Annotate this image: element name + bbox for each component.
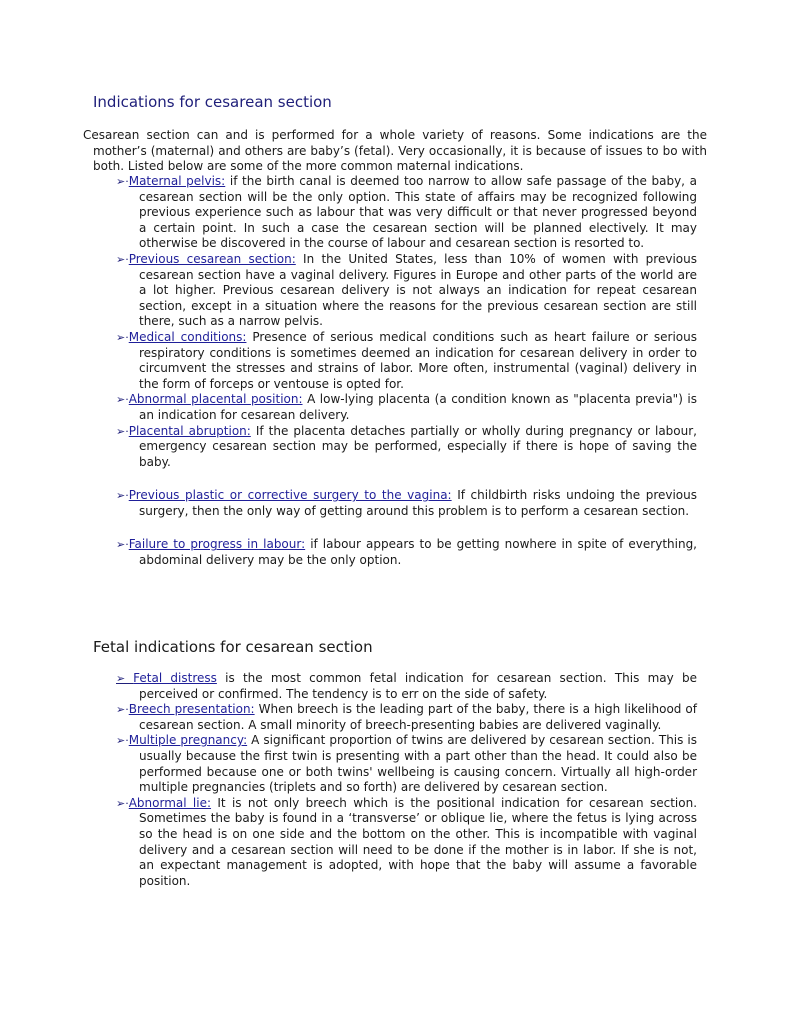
arrow-bullet-icon: ➢· (116, 538, 129, 552)
arrow-bullet-icon: ➢· (116, 734, 129, 748)
arrow-bullet-icon: ➢· (116, 796, 129, 810)
item-text: A low-lying placenta (a condition known as "placenta previa") is an indication for cesarean delivery. (139, 392, 698, 422)
arrow-bullet-icon: ➢· (116, 424, 129, 438)
link-medical-conditions[interactable]: Medical conditions: (128, 329, 247, 344)
arrow-bullet-icon: ➢· (116, 703, 129, 717)
list-item (116, 424, 697, 471)
fetal-indications-list (116, 671, 697, 889)
item-text: if the birth canal is deemed too narrow to allow safe passage of the baby, a cesarean section will be the only option. This state of affairs may be recognized following previous experience such as labour that was very difficult or that never progressed beyond a certain point. In such a case the cesarean section will be planned electively. It may otherwise be discovered in the course of labour and cesarean section is resorted to. (139, 174, 697, 251)
item-text: Presence of serious medical conditions such as heart failure or serious respiratory conditions is sometimes deemed an indication for cesarean delivery in order to circumvent the stresses and strains of labor. More often, instrumental (vaginal) delivery in the form of forceps or ventouse is opted for. (139, 329, 697, 391)
item-text: It is not only breech which is the positional indication for cesarean section. Sometimes the baby is found in a ‘transverse’ or oblique lie, where the fetus is lying across so the head is on one side and the bottom on the other. This is incompatible with vaginal delivery and a cesarean section will need to be done if the mother is in labor. If she is not, an expectant management is adopted, with hope that the baby will assume a favorable position. (139, 795, 698, 888)
item-text: if labour appears to be getting nowhere in spite of everything, abdominal delivery may be the only option. (139, 537, 697, 568)
list-item (116, 174, 697, 252)
item-text: When breech is the leading part of the baby, there is a high likelihood of cesarean section. A small minority of breech-presenting babies are delivered vaginally. (139, 702, 698, 732)
arrow-bullet-icon: ➢· (116, 393, 129, 407)
arrow-bullet-icon: ➢ (116, 672, 134, 685)
arrow-bullet-icon: ➢· (116, 175, 129, 188)
maternal-indications-list (116, 174, 697, 569)
link-fetal-distress[interactable]: Fetal distress (133, 671, 217, 685)
item-text: is the most common fetal indication for cesarean section. This may be perceived or confirmed. The tendency is to err on the side of safety. (139, 671, 697, 701)
section-heading-fetal: Fetal indications for cesarean section (93, 638, 373, 656)
link-abnormal-placental-position[interactable]: Abnormal placental position: (128, 392, 303, 407)
link-previous-cesarean[interactable]: Previous cesarean section: (128, 251, 296, 266)
arrow-bullet-icon: ➢· (116, 330, 129, 344)
link-maternal-pelvis[interactable]: Maternal pelvis: (128, 174, 226, 188)
link-placental-abruption[interactable]: Placental abruption: (128, 423, 251, 438)
intro-paragraph: Cesarean section can and is performed for a whole variety of reasons. Some indications are the mother’s (maternal) and others are baby’s (fetal). Very occasionally, it is because of issues to bo with both. Listed below are some of the more common maternal indications. (83, 128, 707, 174)
link-multiple-pregnancy[interactable]: Multiple pregnancy: (128, 733, 248, 748)
list-item (116, 392, 697, 423)
link-abnormal-lie[interactable]: Abnormal lie: (128, 795, 212, 810)
list-item (116, 702, 697, 733)
list-item (116, 330, 697, 392)
list-item (116, 252, 697, 330)
list-item (116, 537, 697, 568)
list-item (116, 488, 697, 519)
link-failure-to-progress[interactable]: Failure to progress in labour: (128, 537, 306, 552)
list-item (116, 796, 697, 890)
item-text: In the United States, less than 10% of women with previous cesarean section have a vaginal delivery. Figures in Europe and other parts of the world are a lot higher. Previous cesarean delivery is not always an indication for repeat cesarean section, except in a situation where the reasons for the previous cesarean section are still there, such as a narrow pelvis. (139, 251, 697, 329)
arrow-bullet-icon: ➢· (116, 252, 129, 266)
link-previous-vaginal-surgery[interactable]: Previous plastic or corrective surgery to the vagina: (128, 488, 452, 503)
link-breech-presentation[interactable]: Breech presentation: (128, 702, 255, 717)
item-text: If the placenta detaches partially or wholly during pregnancy or labour, emergency cesarean section may be performed, especially if there is hope of saving the baby. (139, 423, 697, 469)
list-item (116, 733, 697, 795)
arrow-bullet-icon: ➢· (116, 489, 129, 503)
item-text: If childbirth risks undoing the previous surgery, then the only way of getting around this problem is to perform a cesarean section. (139, 488, 698, 518)
item-text: A significant proportion of twins are delivered by cesarean section. This is usually because the first twin is presenting with a part other than the head. It could also be performed because one or both twins' wellbeing is causing concern. Virtually all high-order multiple pregnancies (triplets and so forth) are delivered by cesarean section. (139, 733, 697, 795)
section-heading-maternal: Indications for cesarean section (93, 93, 332, 111)
list-item (116, 671, 697, 702)
